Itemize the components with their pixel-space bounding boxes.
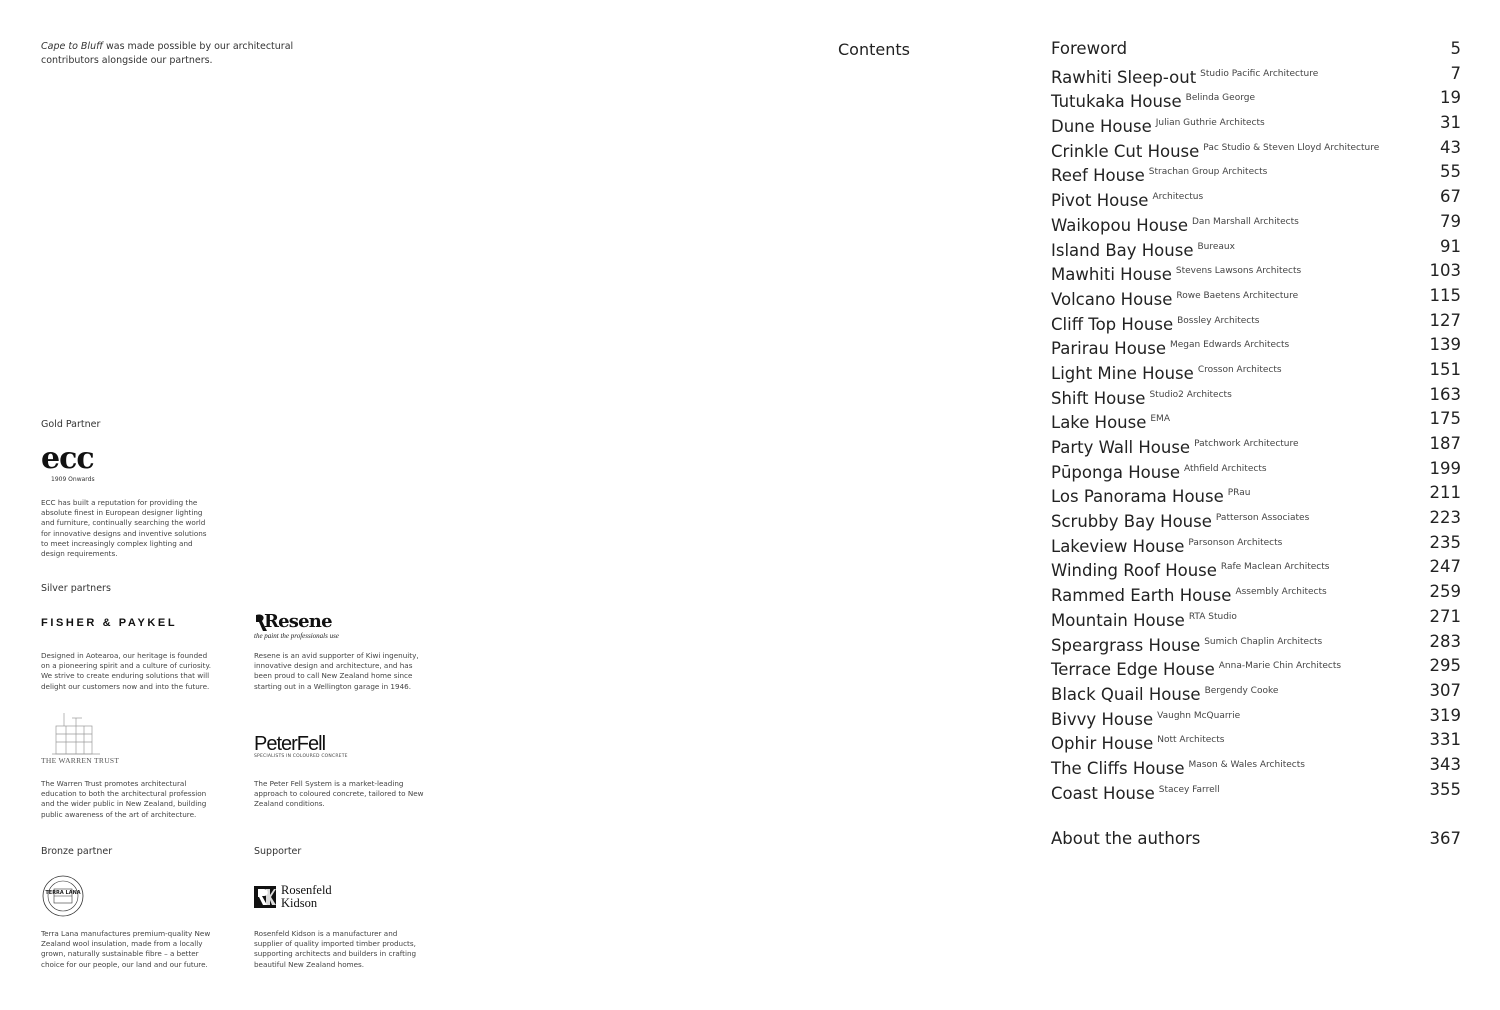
toc-entry-page: 7 <box>1450 63 1461 83</box>
toc-entry-title <box>1051 260 1301 286</box>
toc-entry-page: 175 <box>1429 409 1461 429</box>
toc-entry-page: 31 <box>1440 113 1461 133</box>
toc-entry-title <box>1051 408 1170 434</box>
toc-entry-page: 283 <box>1429 631 1461 651</box>
rosenfeld-kidson-logo-line2: Kidson <box>281 895 318 910</box>
toc-about-authors[interactable] <box>1051 828 1461 852</box>
toc-entry-title <box>1051 87 1255 113</box>
toc-entry[interactable] <box>1051 680 1461 705</box>
fisher-paykel-logo: FISHER & PAYKEL <box>41 617 178 629</box>
toc-entry-house: Parirau House <box>1051 339 1166 359</box>
toc-list <box>1051 38 1461 803</box>
toc-entry-title <box>1051 532 1282 558</box>
toc-entry-house: Winding Roof House <box>1051 561 1217 581</box>
toc-entry-title <box>1051 458 1267 484</box>
toc-entry-title <box>1051 631 1322 657</box>
toc-entry-title <box>1051 705 1240 731</box>
peter-fell-tagline: SPECIALISTS IN COLOURED CONCRETE <box>254 754 348 759</box>
rosenfeld-kidson-logo <box>281 884 332 909</box>
toc-entry[interactable] <box>1051 112 1461 137</box>
toc-entry-page: 223 <box>1429 508 1461 528</box>
toc-entry-title <box>1051 112 1265 138</box>
toc-entry[interactable] <box>1051 779 1461 804</box>
toc-entry[interactable] <box>1051 556 1461 581</box>
toc-entry-architect: Athfield Architects <box>1183 463 1267 474</box>
toc-entry[interactable] <box>1051 408 1461 433</box>
toc-entry-title <box>1051 310 1259 336</box>
toc-entry-architect: Parsonson Architects <box>1188 537 1283 548</box>
toc-entry-page: 79 <box>1440 211 1461 231</box>
toc-entry-house: Los Panorama House <box>1051 487 1224 507</box>
toc-entry[interactable] <box>1051 63 1461 88</box>
toc-entry-title <box>1051 754 1305 780</box>
toc-entry-page: 151 <box>1429 359 1461 379</box>
toc-entry[interactable] <box>1051 211 1461 236</box>
toc-entry[interactable] <box>1051 38 1461 63</box>
toc-entry[interactable] <box>1051 236 1461 261</box>
terra-lana-logo: TERRA LANA <box>45 890 81 896</box>
resene-description: Resene is an avid supporter of Kiwi ingenuity, innovative design and architecture, and has been proud to call New Zealand home since starting out in a Wellington garage in 1946. <box>254 651 419 691</box>
toc-entry-title <box>1051 606 1237 632</box>
toc-entry-house: Pivot House <box>1051 191 1149 211</box>
toc-entry-house: The Cliffs House <box>1051 758 1185 778</box>
contents-heading: Contents <box>838 40 910 59</box>
toc-entry-page: 235 <box>1429 532 1461 552</box>
toc-entry[interactable] <box>1051 433 1461 458</box>
toc-entry-page: 271 <box>1429 606 1461 626</box>
supporter-label: Supporter <box>254 846 302 857</box>
toc-entry-architect: RTA Studio <box>1188 611 1237 622</box>
toc-entry-page: 319 <box>1429 705 1461 725</box>
toc-entry-architect: Stevens Lawsons Architects <box>1175 266 1302 277</box>
toc-entry-house: Coast House <box>1051 783 1155 803</box>
toc-entry-house: Party Wall House <box>1051 438 1191 457</box>
toc-entry-architect: EMA <box>1150 414 1170 425</box>
toc-entry-page: 139 <box>1429 335 1461 355</box>
toc-entry-architect: Rowe Baetens Architecture <box>1176 290 1299 301</box>
toc-entry-title <box>1051 556 1329 582</box>
toc-entry-title <box>1051 285 1298 311</box>
toc-entry-page: 259 <box>1429 582 1461 602</box>
toc-entry-page: 247 <box>1429 557 1461 577</box>
toc-entry-house: Speargrass House <box>1051 635 1201 655</box>
toc-entry-architect: Mason & Wales Architects <box>1188 759 1305 770</box>
toc-entry[interactable] <box>1051 532 1461 557</box>
warren-trust-description: The Warren Trust promotes architectural education to both the architectural profession and the wider public in New Zealand, building public awareness of the art of architecture. <box>41 779 207 819</box>
toc-entry-page: 103 <box>1429 261 1461 281</box>
toc-entry-title <box>1051 137 1379 163</box>
toc-entry-page: 127 <box>1429 310 1461 330</box>
toc-entry-title <box>1051 334 1289 360</box>
toc-entry[interactable] <box>1051 754 1461 779</box>
toc-entry-architect: Megan Edwards Architects <box>1170 340 1290 351</box>
toc-entry-page: 91 <box>1440 236 1461 256</box>
resene-logo: Resene <box>264 611 332 632</box>
toc-entry-architect: Patchwork Architecture <box>1194 439 1299 449</box>
toc-entry[interactable] <box>1051 705 1461 730</box>
toc-entry[interactable] <box>1051 87 1461 112</box>
toc-entry[interactable] <box>1051 581 1461 606</box>
toc-entry[interactable] <box>1051 384 1461 409</box>
toc-entry[interactable] <box>1051 260 1461 285</box>
rosenfeld-kidson-description: Rosenfeld Kidson is a manufacturer and supplier of quality imported timber products, supporting architects and builders in crafting beautiful New Zealand homes. <box>254 929 417 969</box>
toc-entry-architect: Studio2 Architects <box>1149 389 1232 400</box>
toc-entry[interactable] <box>1051 655 1461 680</box>
toc-entry-house: Shift House <box>1051 388 1146 408</box>
toc-entry-house: Waikopou House <box>1051 215 1188 235</box>
toc-entry-architect: Anna-Marie Chin Architects <box>1218 661 1342 672</box>
toc-entry-house: Mountain House <box>1051 610 1185 630</box>
toc-entry[interactable] <box>1051 482 1461 507</box>
toc-entry-title <box>1051 581 1327 607</box>
terra-lana-description: Terra Lana manufactures premium-quality New Zealand wool insulation, made from a locally grown, naturally sustainable fibre – a better choice for our people, our land and our future. <box>41 929 211 969</box>
ecc-logo: ecc <box>41 441 94 476</box>
toc-entry-title <box>1051 680 1278 706</box>
toc-entry-architect: Julian Guthrie Architects <box>1155 118 1265 129</box>
toc-entry[interactable] <box>1051 137 1461 162</box>
toc-entry-house: Scrubby Bay House <box>1051 512 1212 532</box>
toc-entry-house: Bivvy House <box>1051 709 1154 729</box>
toc-entry[interactable] <box>1051 631 1461 656</box>
book-title: Cape to Bluff <box>41 41 103 52</box>
toc-entry[interactable] <box>1051 161 1461 186</box>
toc-entry-title <box>1051 38 1127 60</box>
toc-entry-architect: Dan Marshall Architects <box>1192 216 1299 227</box>
toc-entry-title <box>1051 433 1299 459</box>
peter-fell-description: The Peter Fell System is a market-leading approach to coloured concrete, tailored to New Zealand conditions. <box>254 779 424 809</box>
toc-entry-architect: Nott Architects <box>1157 735 1225 746</box>
toc-entry-house: Volcano House <box>1051 289 1173 309</box>
ecc-description: ECC has built a reputation for providing the absolute finest in European designer lighting and furniture, continually searching the world for innovative designs and inventive solutions to meet increasingly complex lighting and design requirements. <box>41 498 207 559</box>
toc-entry-architect: Bossley Architects <box>1177 315 1260 326</box>
toc-entry-page: 331 <box>1429 730 1461 750</box>
toc-entry-architect: Pac Studio & Steven Lloyd Architecture <box>1203 142 1380 153</box>
toc-entry-title <box>1051 186 1203 212</box>
toc-entry-page: 43 <box>1440 137 1461 157</box>
toc-entry-title <box>1051 63 1318 89</box>
toc-entry-house: Terrace Edge House <box>1051 660 1215 680</box>
toc-entry-house: Dune House <box>1051 117 1152 137</box>
toc-entry[interactable] <box>1051 359 1461 384</box>
toc-entry-house: Light Mine House <box>1051 363 1194 383</box>
toc-entry[interactable] <box>1051 186 1461 211</box>
intro-body: was made possible by our architectural contributors alongside our partners. <box>41 41 294 66</box>
toc-entry-title <box>1051 161 1267 187</box>
toc-entry-title <box>1051 482 1250 508</box>
rosenfeld-kidson-mark-icon <box>254 886 276 908</box>
toc-entry-architect: Stacey Farrell <box>1158 784 1220 795</box>
rosenfeld-kidson-logo-line1: Rosenfeld <box>281 883 332 897</box>
toc-entry-architect: Architectus <box>1152 192 1204 203</box>
toc-entry-page: 67 <box>1440 187 1461 207</box>
toc-entry-architect: Assembly Architects <box>1235 587 1327 598</box>
toc-entry-page: 163 <box>1429 384 1461 404</box>
toc-entry-house: Rammed Earth House <box>1051 586 1232 606</box>
toc-entry[interactable] <box>1051 285 1461 310</box>
warren-trust-building-icon <box>52 712 102 756</box>
toc-entry-architect: Patterson Associates <box>1215 513 1310 524</box>
toc-entry-page: 115 <box>1429 285 1461 305</box>
toc-entry-house: Pūponga House <box>1051 462 1180 482</box>
toc-entry-house: Tutukaka House <box>1051 92 1182 112</box>
toc-entry-page: 295 <box>1429 656 1461 676</box>
toc-entry-title <box>1051 729 1224 755</box>
toc-entry-architect: Vaughn McQuarrie <box>1157 710 1241 721</box>
toc-entry-house: Crinkle Cut House <box>1051 141 1200 161</box>
bronze-partner-label: Bronze partner <box>41 846 113 857</box>
toc-entry[interactable] <box>1051 334 1461 359</box>
toc-entry[interactable] <box>1051 310 1461 335</box>
toc-entry-architect: Belinda George <box>1185 93 1255 104</box>
toc-entry-architect: Bureaux <box>1197 241 1235 252</box>
toc-entry-page: 187 <box>1429 434 1461 453</box>
toc-entry-page: 19 <box>1440 88 1461 108</box>
warren-trust-logo: THE WARREN TRUST <box>41 756 120 765</box>
toc-entry-title <box>1051 359 1282 385</box>
toc-entry-title <box>1051 507 1309 533</box>
toc-entry-architect: Strachan Group Architects <box>1148 167 1268 178</box>
toc-about-page: 367 <box>1429 829 1461 848</box>
toc-entry-architect: PRau <box>1227 488 1251 499</box>
toc-entry-title <box>1051 236 1235 262</box>
toc-entry-page: 5 <box>1450 39 1461 58</box>
toc-entry-house: Cliff Top House <box>1051 314 1174 334</box>
toc-about-title: About the authors <box>1051 829 1201 848</box>
toc-entry-house: Reef House <box>1051 166 1145 186</box>
toc-entry-page: 343 <box>1429 754 1461 774</box>
toc-entry-title <box>1051 211 1299 237</box>
toc-entry-architect: Sumich Chaplin Architects <box>1204 636 1323 647</box>
toc-entry-house: Foreword <box>1051 39 1128 58</box>
toc-entry-title <box>1051 384 1232 410</box>
ecc-logo-sub: 1909 Onwards <box>51 476 95 483</box>
intro-text <box>41 40 331 67</box>
resene-tagline: the paint the professionals use <box>254 632 339 640</box>
toc-entry-house: Rawhiti Sleep-out <box>1051 67 1197 87</box>
gold-partner-label: Gold Partner <box>41 419 101 430</box>
toc-entry-house: Mawhiti House <box>1051 265 1172 285</box>
toc-entry-house: Black Quail House <box>1051 684 1201 704</box>
toc-entry-architect: Rafe Maclean Architects <box>1220 562 1330 573</box>
toc-entry-page: 307 <box>1429 680 1461 700</box>
toc-entry-title <box>1051 655 1341 681</box>
toc-entry[interactable] <box>1051 729 1461 754</box>
toc-entry-architect: Studio Pacific Architecture <box>1200 68 1319 79</box>
toc-entry-house: Ophir House <box>1051 734 1154 754</box>
toc-entry-page: 211 <box>1429 483 1461 503</box>
toc-entry-house: Lakeview House <box>1051 536 1185 556</box>
toc-entry-house: Lake House <box>1051 413 1147 433</box>
toc-entry-title <box>1051 779 1220 805</box>
toc-entry[interactable] <box>1051 606 1461 631</box>
fisher-paykel-description: Designed in Aotearoa, our heritage is founded on a pioneering spirit and a culture of curiosity. We strive to create enduring solutions that will delight our customers now and into the future. <box>41 651 212 691</box>
toc-entry[interactable] <box>1051 458 1461 483</box>
toc-entry-page: 55 <box>1440 162 1461 182</box>
toc-entry-house: Island Bay House <box>1051 240 1194 260</box>
toc-entry-architect: Bergendy Cooke <box>1204 685 1279 696</box>
toc-entry-page: 199 <box>1429 458 1461 478</box>
toc-entry-architect: Crosson Architects <box>1197 364 1282 375</box>
toc-entry[interactable] <box>1051 507 1461 532</box>
peter-fell-logo: PeterFell <box>254 733 326 755</box>
toc-entry-page: 355 <box>1429 779 1461 799</box>
silver-partners-label: Silver partners <box>41 583 111 594</box>
